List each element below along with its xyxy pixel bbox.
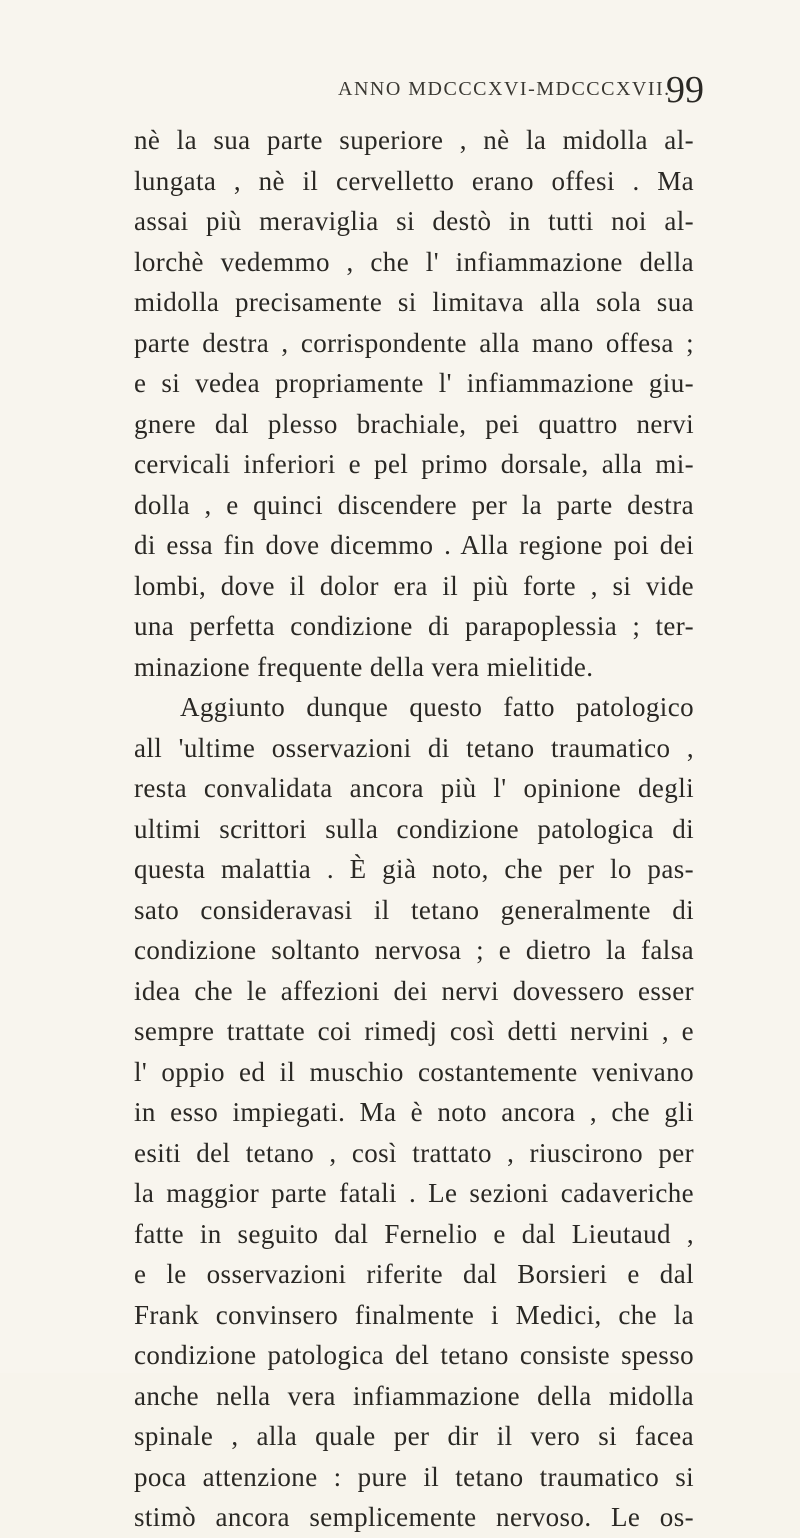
- text-line: stimò ancora semplicemente nervoso. Le os-: [134, 1502, 694, 1532]
- text-line: anche nella vera infiammazione della midolla: [134, 1380, 694, 1411]
- text-line: midolla precisamente si limitava alla sola sua: [134, 287, 694, 317]
- text-line: idea che le affezioni dei nervi dovessero esser: [134, 975, 694, 1006]
- text-line: resta convalidata ancora più l' opinione degli: [134, 773, 694, 803]
- text-line: parte destra , corrispondente alla mano offesa ;: [134, 327, 694, 358]
- text-line: assai più meraviglia si destò in tutti noi al-: [134, 206, 694, 236]
- text-line: la maggior parte fatali . Le sezioni cadaveriche: [134, 1178, 694, 1208]
- page-number: 99: [666, 69, 704, 111]
- text-line: e si vedea propriamente l' infiammazione giu-: [134, 368, 694, 398]
- text-line: minazione frequente della vera mielitide.: [134, 651, 594, 682]
- text-line: nè la sua parte superiore , nè la midolla al-: [134, 125, 694, 155]
- text-line: condizione patologica del tetano consiste spesso: [134, 1340, 694, 1370]
- text-line: e le osservazioni riferite dal Borsieri e dal: [134, 1259, 694, 1289]
- text-line: poca attenzione : pure il tetano traumatico si: [134, 1461, 694, 1492]
- text-line: fatte in seguito dal Fernelio e dal Lieutaud ,: [134, 1218, 694, 1249]
- running-header: [0, 68, 800, 128]
- text-line: cervicali inferiori e pel primo dorsale, alla mi-: [134, 449, 694, 479]
- text-line: spinale , alla quale per dir il vero si facea: [134, 1421, 694, 1451]
- text-line: lombi, dove il dolor era il più forte , si vide: [134, 570, 694, 601]
- text-line: in esso impiegati. Ma è noto ancora , che gli: [134, 1097, 694, 1127]
- text-line: di essa fin dove dicemmo . Alla regione poi dei: [134, 530, 694, 560]
- text-line: esiti del tetano , così trattato , riuscirono per: [134, 1137, 694, 1168]
- text-line: l' oppio ed il muschio costantemente venivano: [134, 1056, 694, 1087]
- text-line: Aggiunto dunque questo fatto patologico: [180, 692, 694, 722]
- text-line: gnere dal plesso brachiale, pei quattro nervi: [134, 408, 694, 439]
- body-text: [134, 120, 694, 1538]
- text-line: sato consideravasi il tetano generalmente di: [134, 894, 694, 925]
- text-line: una perfetta condizione di parapoplessia ; ter-: [134, 611, 694, 641]
- text-line: ultimi scrittori sulla condizione patologica di: [134, 813, 694, 844]
- text-line: condizione soltanto nervosa ; e dietro la falsa: [134, 935, 694, 965]
- text-line: dolla , e quinci discendere per la parte destra: [134, 489, 694, 520]
- text-line: questa malattia . È già noto, che per lo pas-: [134, 854, 694, 884]
- text-line: all 'ultime osservazioni di tetano traumatico ,: [134, 732, 694, 763]
- text-line: lungata , nè il cervelletto erano offesi . Ma: [134, 165, 694, 196]
- text-line: Frank convinsero finalmente i Medici, che la: [134, 1299, 694, 1330]
- text-line: lorchè vedemmo , che l' infiammazione della: [134, 246, 694, 277]
- text-line: sempre trattate coi rimedj così detti nervini , e: [134, 1016, 694, 1046]
- running-title: ANNO MDCCCXVI-MDCCCXVII.: [338, 78, 671, 100]
